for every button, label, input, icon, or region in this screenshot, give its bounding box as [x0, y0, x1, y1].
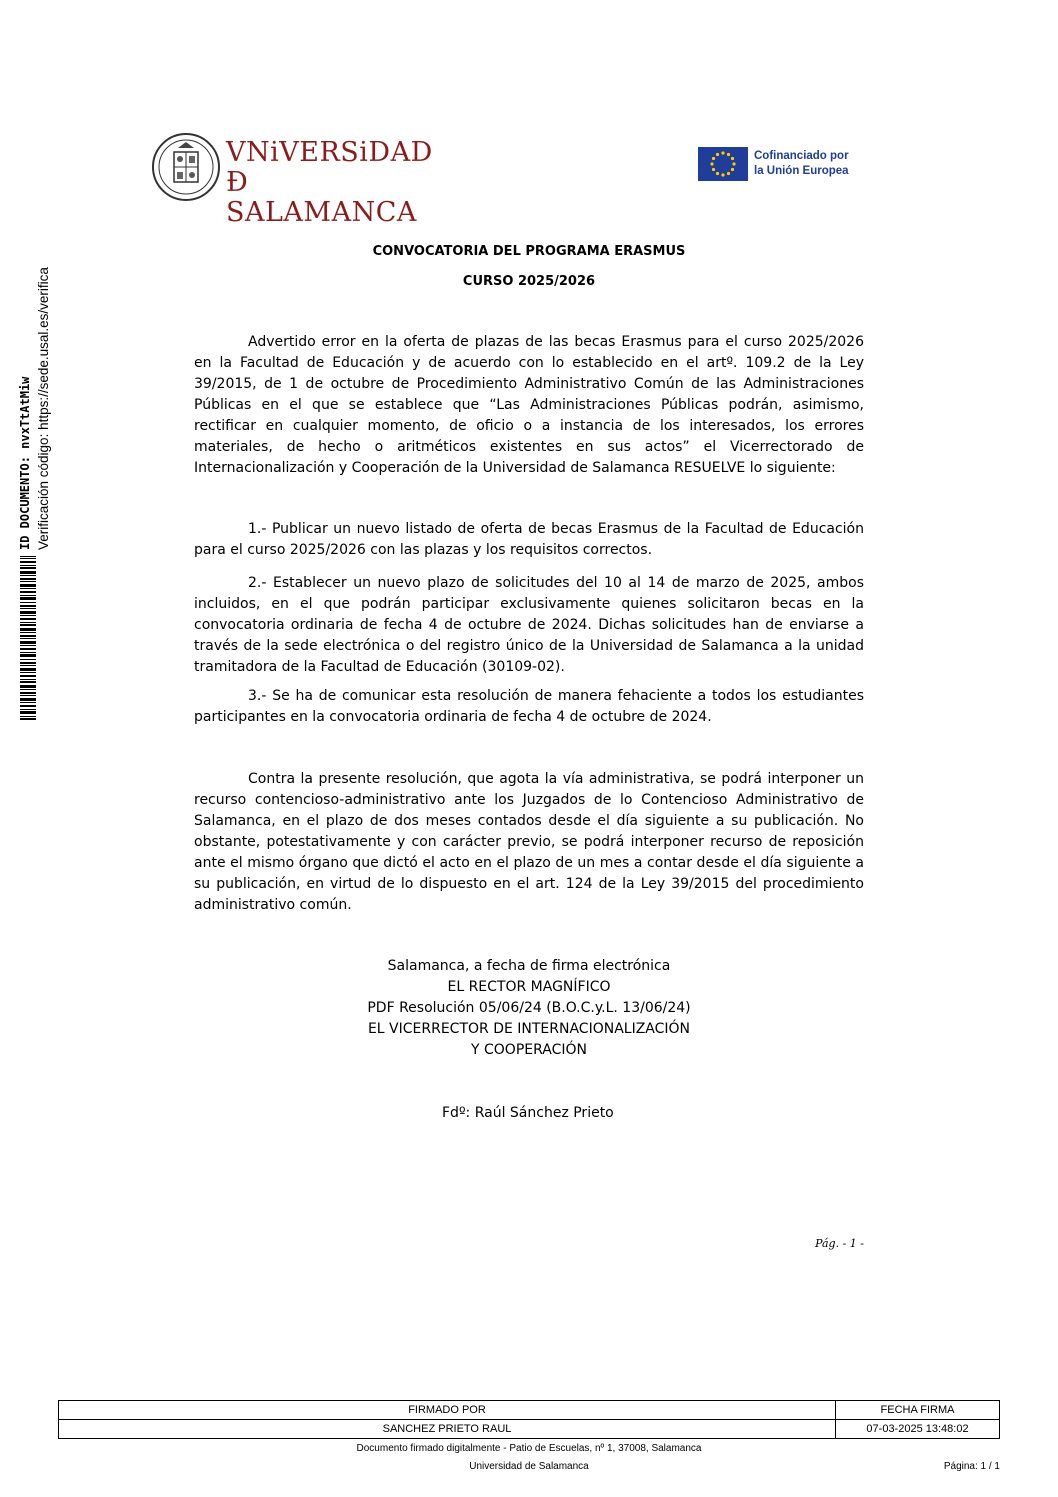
signature-block: [194, 956, 864, 1061]
sign-date-value: 07-03-2025 13:48:02: [836, 1420, 1000, 1439]
signed-by-value: SANCHEZ PRIETO RAUL: [59, 1420, 836, 1439]
university-name-line1: VNiVERSiDAD: [226, 137, 433, 168]
resolution-item-2-text: 2.- Establecer un nuevo plazo de solicitudes del 10 al 14 de marzo de 2025, ambos incluidos, en el que podrán participar exclusivamente quienes solicitaron becas en la convocatoria ordinaria de fecha 4 de octubre de 2024. Dichas solicitudes han de enviarse a través de la sede electrónica o del registro único de la Universidad de Salamanca a la unidad tramitadora de la Facultad de Educación (30109-02).: [194, 575, 864, 675]
eu-flag-icon: [698, 147, 748, 181]
resolution-item-3-text: 3.- Se ha de comunicar esta resolución de manera fehaciente a todos los estudiantes participantes en la convocatoria ordinaria de fecha 4 de octubre de 2024.: [194, 688, 864, 725]
appeal-paragraph: [194, 769, 864, 916]
resolution-item-1-text: 1.- Publicar un nuevo listado de oferta de becas Erasmus de la Facultad de Educación para el curso 2025/2026 con las plazas y los requisitos correctos.: [194, 521, 864, 558]
barcode-icon: [20, 556, 36, 720]
signature-table-header-row: [59, 1401, 1000, 1420]
resolution-item-3: [194, 686, 864, 728]
signature-table-row: [59, 1420, 1000, 1439]
signature-rector: EL RECTOR MAGNÍFICO: [447, 979, 611, 995]
document-subtitle: CURSO 2025/2026: [462, 274, 596, 289]
sign-date-header: FECHA FIRMA: [836, 1401, 1000, 1420]
university-seal-icon: [150, 132, 222, 202]
appeal-text: Contra la presente resolución, que agota la vía administrativa, se podrá interponer un recurso contencioso-administrativo ante los Juzgados de lo Contencioso Administrativo de Salamanca, en el plazo de dos meses contados desde el día siguiente a su publicación. No obstante, potestativamente y con carácter previo, se podrá interponer recurso de reposición ante el mismo órgano que dictó el acto en el plazo de un mes a contar desde el día siguiente a su publicación, en virtud de lo dispuesto en el art. 124 de la Ley 39/2015 del procedimiento administrativo común.: [194, 771, 864, 913]
eu-text: [754, 149, 849, 179]
side-verification-strip: [16, 260, 56, 720]
footer-page: Página: 1 / 1: [943, 1461, 1000, 1472]
university-name: [226, 138, 433, 228]
intro-paragraph: [194, 332, 864, 479]
page-number: Pág. - 1 -: [815, 1237, 864, 1250]
eu-cofunding-logo: [698, 147, 868, 181]
resolution-item-1: [194, 519, 864, 561]
signer-name: Fdº: Raúl Sánchez Prieto: [442, 1105, 614, 1121]
footer-institution: Universidad de Salamanca: [469, 1461, 589, 1472]
eu-text-line1: Cofinanciado por: [754, 150, 849, 162]
signature-delegation: PDF Resolución 05/06/24 (B.O.C.y.L. 13/06/24): [367, 1000, 691, 1016]
signature-vice-rector: EL VICERRECTOR DE INTERNACIONALIZACIÓN: [367, 1021, 691, 1037]
footer-note: Documento firmado digitalmente - Patio de Escuelas, nº 1, 37008, Salamanca: [356, 1443, 702, 1454]
verification-url: Verificación código: https://sede.usal.es/verifica: [36, 267, 51, 550]
signature-table: [58, 1400, 1000, 1439]
eu-text-line2: la Unión Europea: [754, 165, 849, 177]
document-id: ID DOCUMENTO: nvxTtAtMiw: [18, 376, 32, 550]
signature-vice-rector-area: Y COOPERACIÓN: [471, 1042, 587, 1058]
signature-place-date: Salamanca, a fecha de firma electrónica: [387, 958, 671, 974]
resolution-item-2: [194, 573, 864, 678]
university-logo: [150, 132, 433, 228]
document-title: CONVOCATORIA DEL PROGRAMA ERASMUS: [372, 244, 686, 259]
university-name-line2: Ð SALAMANCA: [226, 167, 417, 228]
signed-by-header: FIRMADO POR: [59, 1401, 836, 1420]
intro-text: Advertido error en la oferta de plazas de las becas Erasmus para el curso 2025/2026 en la Facultad de Educación y de acuerdo con lo establecido en el artº. 109.2 de la Ley 39/2015, de 1 de octubre de Procedimiento Administrativo Común de las Administraciones Públicas en el que se establece que “Las Administraciones Públicas podrán, asimismo, rectificar en cualquier momento, de oficio o a instancia de los interesados, los errores materiales, de hecho o aritméticos existentes en sus actos” el Vicerrectorado de Internacionalización y Cooperación de la Universidad de Salamanca RESUELVE lo siguiente:: [194, 334, 864, 476]
